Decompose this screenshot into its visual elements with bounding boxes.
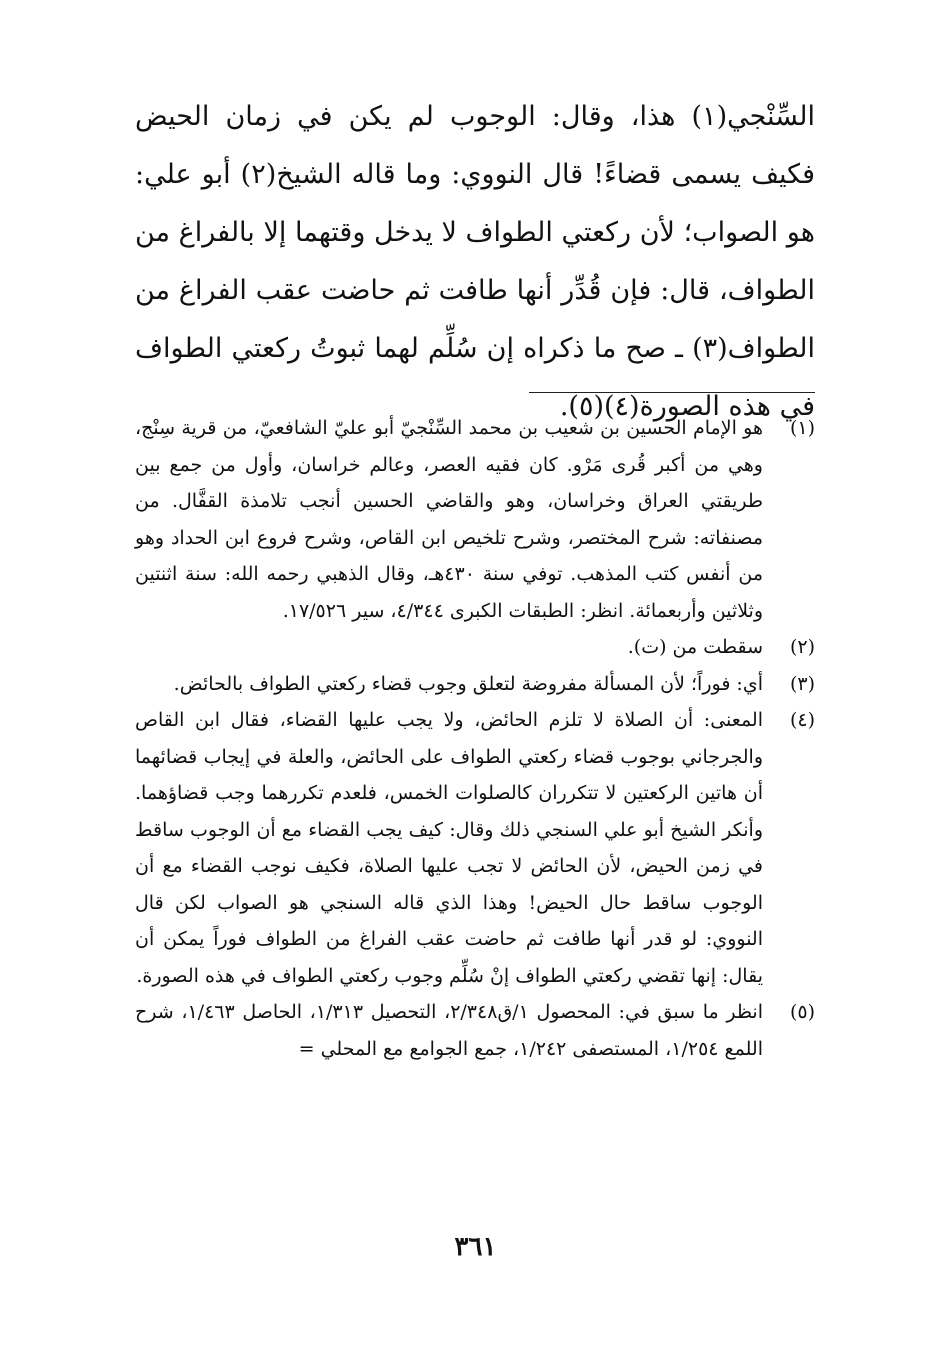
footnotes-section: [135, 410, 815, 1067]
footnote-number: (٥): [789, 1001, 815, 1023]
footnote-divider: [529, 392, 815, 393]
footnote-text: المعنى: أن الصلاة لا تلزم الحائض، ولا يجب عليها القضاء، فقال ابن القاص والجرجاني بوجوب قضاء ركعتي الطواف على الحائض، والعلة في إيجاب قضائهما أن هاتين الركعتين لا تتكرران كالصلوات الخمس، فلعدم تكررهما وجب قضاؤهما. وأنكر الشيخ أبو علي السنجي ذلك وقال: كيف يجب القضاء مع أن الوجوب ساقط في زمن الحيض، لأن الحائض لا تجب عليها الصلاة، فكيف نوجب القضاء مع أن الوجوب ساقط حال الحيض! وهذا الذي قاله السنجي هو الصواب لكن قال النووي: لو قدر أنها طافت ثم حاضت عقب الفراغ من الطواف فوراً يمكن أن يقال: إنها تقضي ركعتي الطواف إنْ سُلِّم وجوب ركعتي الطواف في هذه الصورة.: [135, 709, 763, 987]
footnote-5: [135, 994, 815, 1067]
footnote-number: (٢): [789, 636, 815, 658]
footnote-number: (١): [789, 417, 815, 439]
footnote-text: أي: فوراً؛ لأن المسألة مفروضة لتعلق وجوب قضاء ركعتي الطواف بالحائض.: [173, 672, 763, 695]
main-paragraph: السِّنْجي(١) هذا، وقال: الوجوب لم يكن في زمان الحيض فكيف يسمى قضاءً! قال النووي: وما قاله الشيخ(٢) أبو علي: هو الصواب؛ لأن ركعتي الطواف لا يدخل وقتهما إلا بالفراغ من الطواف، قال: فإن قُدِّر أنها طافت ثم حاضت عقب الفراغ من الطواف(٣) ـ صح ما ذكراه إن سُلِّم لهما ثبوتُ ركعتي الطواف في هذه الصورة(٤)(٥).: [135, 101, 815, 422]
page-number: ٣٦١: [454, 1232, 497, 1262]
footnote-text: سقطت من (ت).: [627, 636, 763, 658]
footnote-number: (٤): [789, 709, 815, 731]
footnote-text: انظر ما سبق في: المحصول ١/ق٢/٣٤٨، التحصيل ١/٣١٣، الحاصل ١/٤٦٣، شرح اللمع ١/٢٥٤، المستصفى ١/٢٤٢، جمع الجوامع مع المحلي =: [135, 1001, 763, 1060]
footnote-1: [135, 410, 815, 629]
footnote-3: [135, 666, 815, 703]
footnote-4: [135, 702, 815, 994]
footnote-number: (٣): [789, 672, 815, 695]
footnote-text: هو الإمام الحسين بن شعيب بن محمد السِّنْجيّ أبو عليّ الشافعيّ، من قرية سِنْج، وهي من أكبر قُرى مَرْو. كان فقيه العصر، وعالم خراسان، وأول من جمع بين طريقتي العراق وخراسان، وهو والقاضي الحسين أنجب تلامذة القفَّال. من مصنفاته: شرح المختصر، وشرح تلخيص ابن القاص، وشرح فروع ابن الحداد وهو من أنفس كتب المذهب. توفي سنة ٤٣٠هـ، وقال الذهبي رحمه الله: سنة اثنتين وثلاثين وأربعمائة. انظر: الطبقات الكبرى ٤/٣٤٤، سير ١٧/٥٢٦.: [135, 417, 763, 622]
main-text-block: [135, 88, 815, 436]
footnote-2: [135, 629, 815, 666]
